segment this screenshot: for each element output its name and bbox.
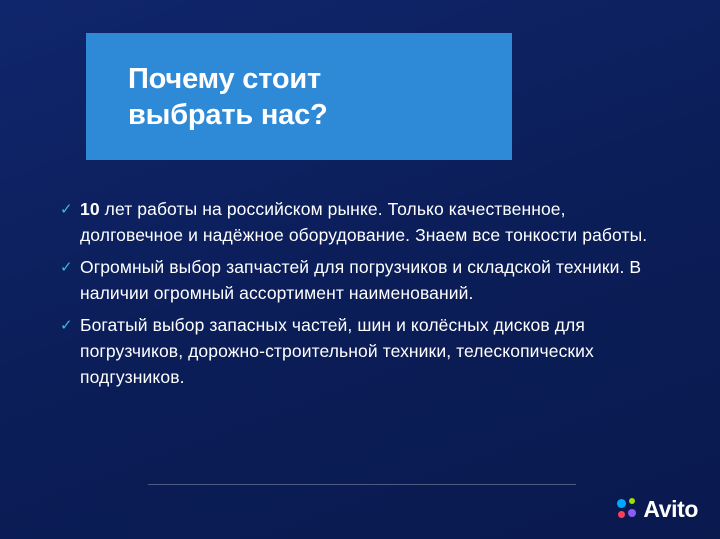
check-icon: ✓ xyxy=(60,317,73,334)
list-item xyxy=(60,254,660,306)
title-banner xyxy=(86,33,512,160)
check-icon: ✓ xyxy=(60,259,73,276)
list-item xyxy=(60,312,660,390)
avito-watermark xyxy=(617,495,698,523)
list-item-text xyxy=(80,312,660,390)
check-icon: ✓ xyxy=(60,201,73,218)
list-item-lead: 10 xyxy=(80,199,100,219)
list-item-body: Богатый выбор запасных частей, шин и колёсных дисков для погрузчиков, дорожно-строительной техники, телескопических подгузников. xyxy=(80,315,594,387)
list-item xyxy=(60,196,660,248)
avito-dots-icon xyxy=(617,498,639,520)
benefits-list xyxy=(60,196,660,396)
page-title-line-2: выбрать нас? xyxy=(128,98,328,131)
list-item-text xyxy=(80,254,660,306)
list-item-text xyxy=(80,196,660,248)
avito-wordmark: Avito xyxy=(643,495,698,522)
divider xyxy=(148,484,576,485)
page-title-line-1: Почему стоит xyxy=(128,62,321,95)
list-item-body: лет работы на российском рынке. Только качественное, долговечное и надёжное оборудование. Знаем все тонкости работы. xyxy=(80,199,648,245)
list-item-body: Огромный выбор запчастей для погрузчиков и складской техники. В наличии огромный ассортимент наименований. xyxy=(80,257,642,303)
